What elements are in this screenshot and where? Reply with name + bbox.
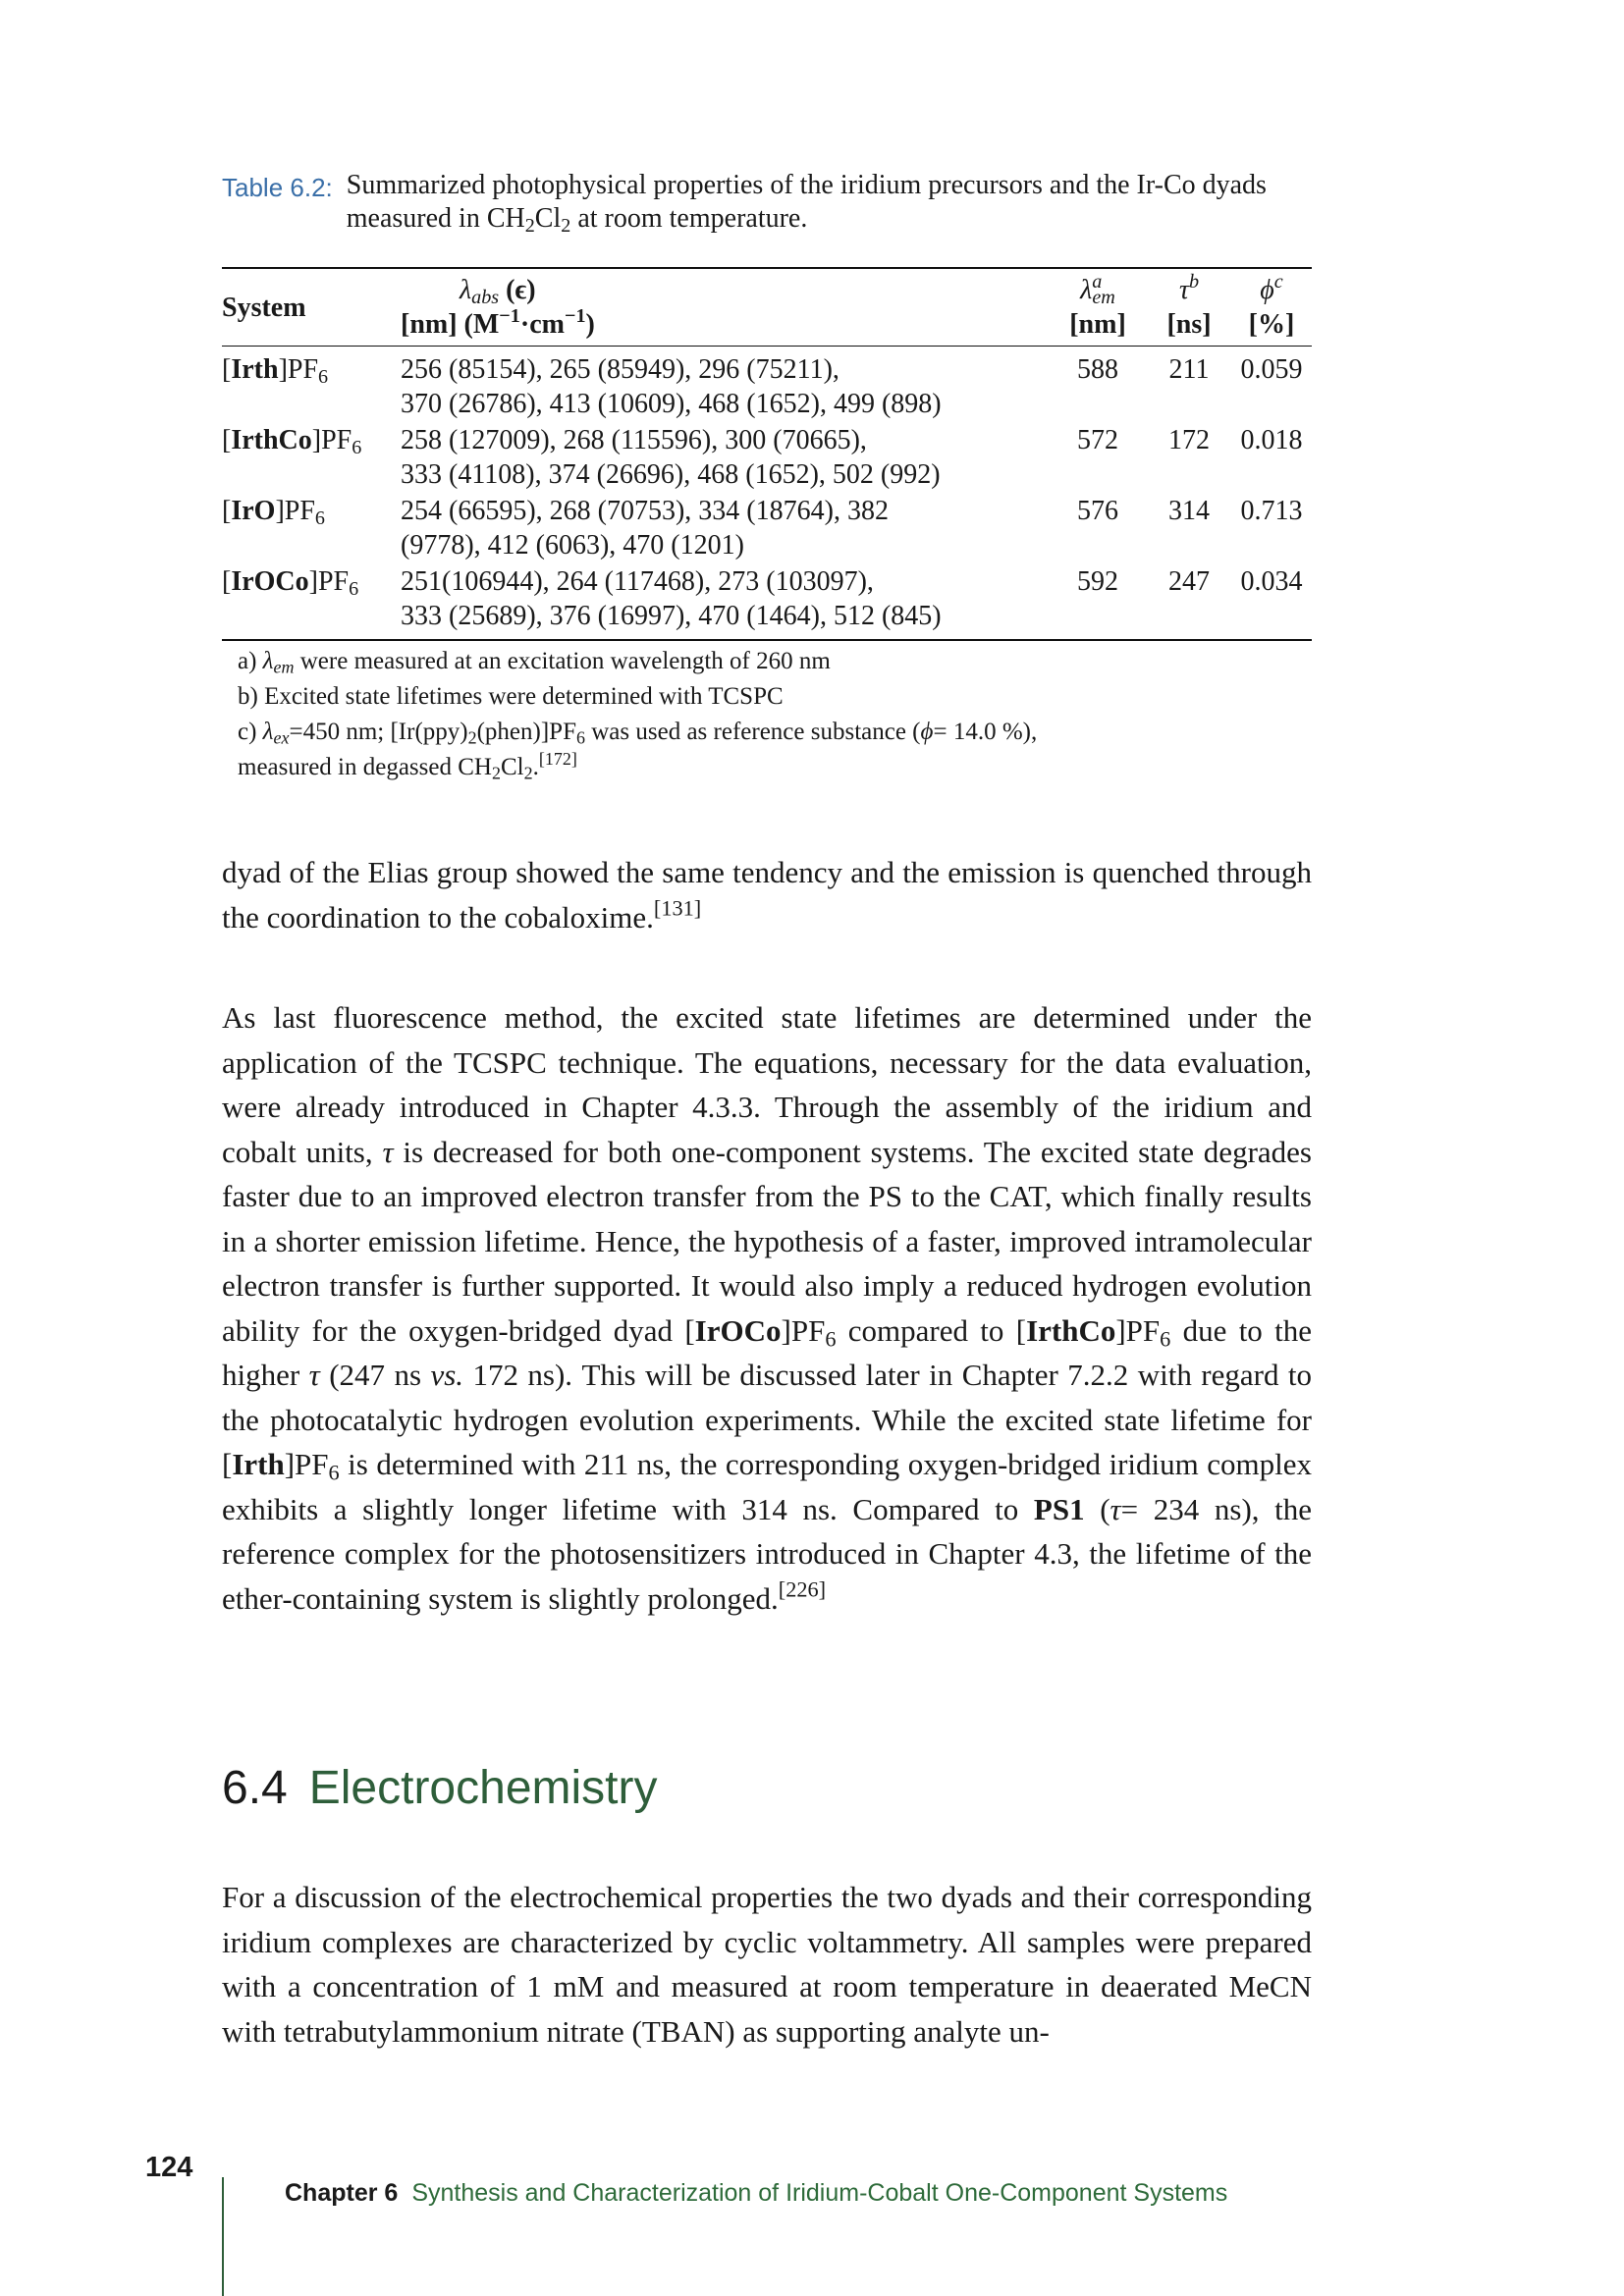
table-footnotes <box>238 644 1308 785</box>
table-row <box>222 562 1312 639</box>
paragraph-electrochemistry: For a discussion of the electrochemical properties the two dyads and their corresponding iridium complexes are characterized by cyclic voltammetry. All samples were prepared with a concentration of 1 mM and measured at room temperature in deaerated MeCN with tetrabutylammonium nitrate (TBAN) as supporting analyte un- <box>222 1880 1312 2049</box>
header-lifetime: $\tau^b$ [ns] <box>1166 270 1212 340</box>
table-row <box>222 347 1312 422</box>
header-system: System <box>222 292 306 323</box>
footer-rule <box>222 2177 224 2296</box>
section-number: 6.4 <box>222 1762 288 1814</box>
cell-emission: 592 <box>1077 566 1118 597</box>
header-quantum-yield: $\phi^c$ [%] <box>1248 270 1295 340</box>
cell-emission: 572 <box>1077 425 1118 455</box>
cell-system: $[IrO]PF_6$ <box>222 496 325 530</box>
paragraph-lifetimes: As last fluorescence method, the excited state lifetimes are determined under the application of the TCSPC technique. The equations, necessary for the data evaluation, were already introduced in Chapter 4.3.3. Through the assembly of the iridium and cobalt units, τ is decreased for both one-component systems. The excited state degrades faster due to an improved electron transfer from the PS to the CAT, which finally results in a shorter emission lifetime. Hence, the hypothesis of a faster, improved intramolecular electron transfer is further supported. It would also imply a reduced hydrogen evolution ability for the oxygen-bridged dyad $[IrOCo]PF_6$ compared to $[IrthCo]PF_6$ due to the higher τ (247 ns vs. 172 ns). This will be discussed later in Chapter 7.2.2 with regard to the photocatalytic hydrogen evolution experiments. While the excited state lifetime for $[Irth]PF_6$ is determined with 211 ns, the corresponding oxygen-bridged iridium complex exhibits a slightly longer lifetime with 314 ns. Compared to PS1 (τ= 234 ns), the reference complex for the photosensitizers introduced in Chapter 4.3, the lifetime of the ether-containing system is slightly prolonged.[226] <box>222 1000 1313 1616</box>
footer-chapter-title: Synthesis and Characterization of Iridium-Cobalt One-Component Systems <box>411 2179 1228 2207</box>
cell-quantum-yield: 0.059 <box>1240 354 1303 385</box>
running-footer <box>285 2179 1227 2208</box>
footnote-c: c) $\lambda_{ex}=450$ nm; $[Ir(ppy)_2(phen)]PF_6$ was used as reference substance (ϕ= 14.0 %), <box>238 719 1038 748</box>
cell-lifetime: 247 <box>1168 566 1210 597</box>
table-bottom-rule <box>222 639 1312 641</box>
cell-absorption: 251(106944), 264 (117468), 273 (103097), 333 (25689), 376 (16997), 470 (1464), 512 (845) <box>401 566 942 631</box>
section-heading <box>222 1761 657 1815</box>
cell-lifetime: 314 <box>1168 496 1210 526</box>
table-header-row <box>222 269 1312 347</box>
table-row <box>222 492 1312 562</box>
table-caption <box>222 169 1312 236</box>
paragraph-continuation: dyad of the Elias group showed the same tendency and the emission is quenched through the coordination to the cobaloxime.[131] <box>222 855 1312 934</box>
cell-quantum-yield: 0.018 <box>1240 425 1303 455</box>
header-emission: $\lambda^a_{em}$ [nm] <box>1069 270 1126 340</box>
cell-lifetime: 211 <box>1168 354 1210 385</box>
table-caption-text: Summarized photophysical properties of the iridium precursors and the Ir-Co dyads measured in $CH_2Cl_2$ at room temperature. <box>346 170 1267 238</box>
footnote-c-continued: measured in degassed $CH_2Cl_2.[172]$ <box>238 749 577 783</box>
table-caption-label: Table 6.2: <box>222 173 333 202</box>
table-row <box>222 421 1312 492</box>
footer-chapter-label: Chapter 6 <box>285 2179 399 2207</box>
cell-absorption: 256 (85154), 265 (85949), 296 (75211), 370 (26786), 413 (10609), 468 (1652), 499 (898) <box>401 354 942 419</box>
cell-system: $[IrOCo]PF_6$ <box>222 566 359 601</box>
footnote-a: a) $\lambda_{em}$ were measured at an excitation wavelength of 260 nm <box>238 648 831 677</box>
page-number: 124 <box>145 2152 193 2183</box>
cell-lifetime: 172 <box>1168 425 1210 455</box>
photophysical-table <box>222 267 1312 641</box>
cell-emission: 588 <box>1077 354 1118 385</box>
cell-system: $[Irth]PF_6$ <box>222 354 329 389</box>
cell-emission: 576 <box>1077 496 1118 526</box>
cell-system: $[IrthCo]PF_6$ <box>222 425 362 459</box>
cell-absorption: 254 (66595), 268 (70753), 334 (18764), 382 (9778), 412 (6063), 470 (1201) <box>401 496 889 561</box>
header-absorption: $\lambda_{abs}$ (ϵ) [nm] $(M^{-1}\cdot cm^{-1})$ <box>401 275 595 340</box>
section-title: Electrochemistry <box>308 1762 658 1814</box>
footnote-b: b) Excited state lifetimes were determined with TCSPC <box>238 683 784 710</box>
cell-absorption: 258 (127009), 268 (115596), 300 (70665), 333 (41108), 374 (26696), 468 (1652), 502 (992) <box>401 425 941 490</box>
cell-quantum-yield: 0.034 <box>1240 566 1303 597</box>
cell-quantum-yield: 0.713 <box>1240 496 1303 526</box>
